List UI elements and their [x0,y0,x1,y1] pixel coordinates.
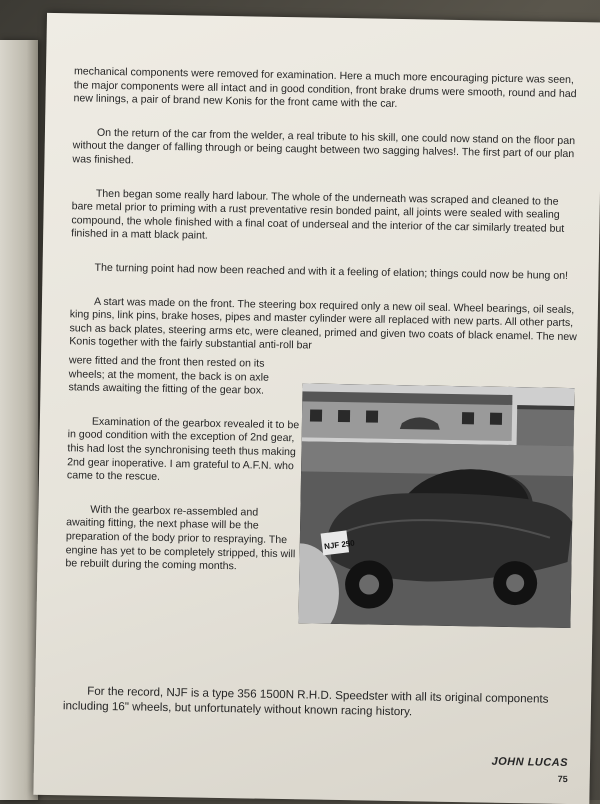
article-top-text [69,65,582,378]
paragraph: On the return of the car from the welder, a real tribute to his skill, one could now stand on the floor pan without the danger of falling through or being caught between two sagging halves!. The first part of our plan was finished. [72,126,576,167]
article-closing-text [62,683,571,742]
paragraph: For the record, NJF is a type 356 1500N R.H.D. Speedster with all its original components including 16" wheels, but unfortunately without known racing history. [62,684,549,719]
author-signature: JOHN LUCAS [491,755,569,770]
article-left-column [65,354,301,595]
paragraph: The turning point had now been reached and with it a feeling of elation; things could now be hung on! [94,261,569,282]
paragraph: mechanical components were removed for examination. Here a much more encouraging picture was seen, the major components were all intact and in good condition, front brake drums were smooth, round and had new linings, a pair of brand new Konis for the front came with the car. [73,65,577,111]
paragraph: Examination of the gearbox revealed it to be in good condition with the exception of 2nd gear, this had lost the synchronising teeth thus making 2nd gear inoperative. I am grateful to A.F.N. who came to the rescue. [66,415,300,484]
speedster-photo-image [298,383,574,628]
license-plate: NJF 250 [323,538,356,552]
paragraph: With the gearbox re-assembled and awaiting fitting, the next phase will be the preparation of the body prior to respraying. The engine has yet to be completely stripped, this will be rebuilt during the coming months. [65,503,296,573]
paragraph: were fitted and the front then rested on its wheels; at the moment, the back is on axle stands awaiting the fitting of the gear box. [68,354,270,397]
page-number: 75 [557,773,568,785]
magazine-page [33,13,600,804]
speedster-photo [298,383,574,628]
paragraph: A start was made on the front. The steering box required only a new oil seal. Wheel bearings, oil seals, king pins, link pins, brake hoses, pipes and master cylinder were all replaced with new parts. All other parts, such as back plates, steering arms etc, were cleaned, primed and given two coats of black enamel. The new Konis together with the fairly substantial anti-roll bar [69,295,577,352]
binder-spine [0,40,38,800]
paragraph: Then began some really hard labour. The whole of the underneath was scraped and cleaned to the bare metal prior to priming with a rust preventative resin bonded paint, all joints were sealed with sealing compound, the whole finished with a final coat of underseal and the interior of the car similarly treated but finished in a matt black paint. [71,187,565,243]
